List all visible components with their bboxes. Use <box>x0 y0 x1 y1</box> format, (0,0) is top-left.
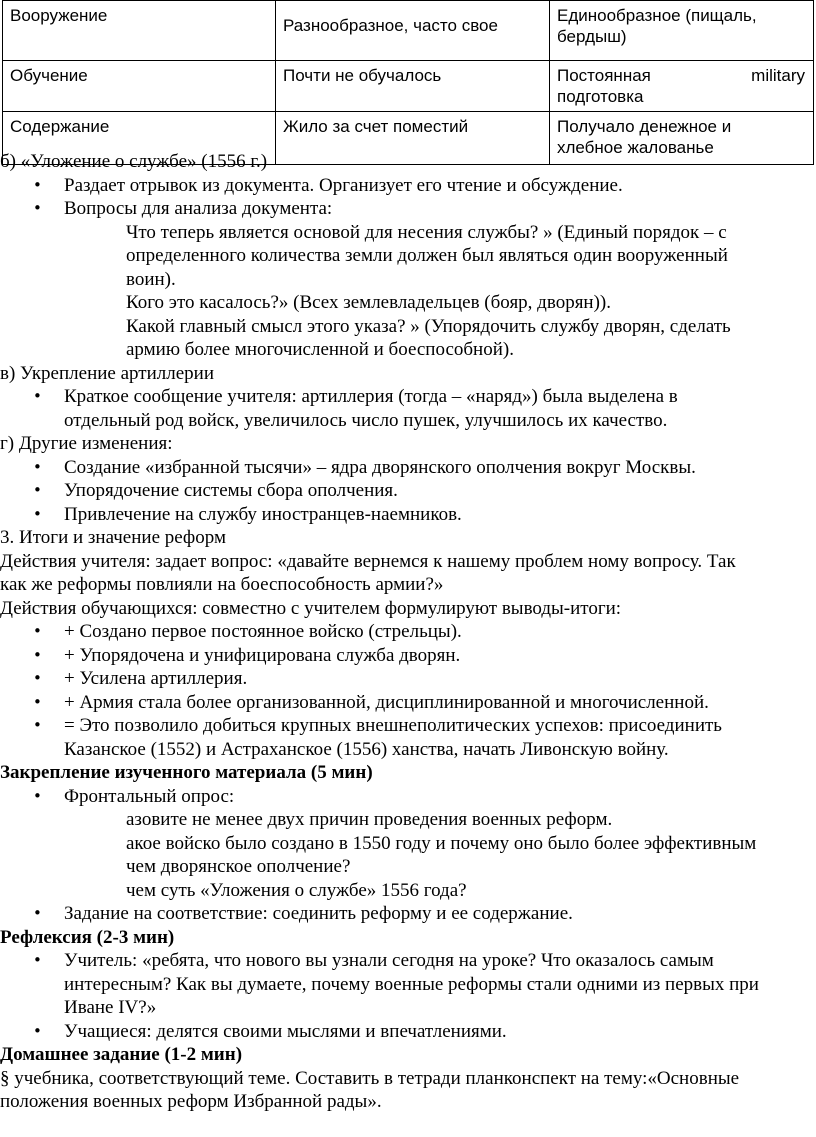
list-item-continuation: Иване IV?» <box>64 997 157 1018</box>
table-cell: Получало денежное и хлебное жалованье <box>550 112 814 165</box>
table-cell: Обучение <box>3 61 276 112</box>
paragraph-line: как же реформы повлияли на боеспособность армии?» <box>0 574 444 595</box>
table-cell: Содержание <box>3 112 276 165</box>
section-heading: б) «Уложение о службе» (1556 г.) <box>0 151 268 172</box>
list-item: • Учитель: «ребята, что нового вы узнали сегодня на уроке? Что оказалось самым <box>0 949 816 973</box>
question-line: воин). <box>126 268 176 290</box>
list-item-continuation: отдельный род войск, увеличилось число пушек, улучшилось их качество. <box>64 409 668 431</box>
list-item: • Краткое сообщение учителя: артиллерия (тогда – «наряд») была выделена в <box>0 385 816 409</box>
list-item: • + Создано первое постоянное войско (стрельцы). <box>0 620 816 644</box>
paragraph-line: § учебника, соответствующий теме. Составить в тетради планконспект на тему:«Основные <box>0 1067 740 1089</box>
document-body <box>0 150 816 1114</box>
question-line: акое войско было создано в 1550 году и почему оно было более эффективным <box>126 832 757 854</box>
table-cell: Разнообразное, часто свое <box>276 1 550 61</box>
list-item: • Упорядочение системы сбора ополчения. <box>0 479 816 503</box>
table-row <box>3 61 814 112</box>
question-line: армию более многочисленной и боеспособной). <box>126 339 514 360</box>
table-cell: Жило за счет поместий <box>276 112 550 165</box>
section-heading: в) Укрепление артиллерии <box>0 362 214 384</box>
table-cell: Вооружение <box>3 1 276 61</box>
question-line: азовите не менее двух причин проведения военных реформ. <box>126 809 613 830</box>
list-item: • + Армия стала более организованной, дисциплинированной и многочисленной. <box>0 691 816 715</box>
section-heading-bold: Рефлексия (2-3 мин) <box>0 926 175 948</box>
paragraph-line: Действия учителя: задает вопрос: «давайте вернемся к нашему проблем ному вопросу. Так <box>0 550 736 572</box>
list-item-continuation: Казанское (1552) и Астраханское (1556) ханства, начать Ливонскую войну. <box>64 738 669 760</box>
list-item: • Вопросы для анализа документа: <box>0 197 816 221</box>
paragraph-line: Действия обучающихся: совместно с учителем формулируют выводы-итоги: <box>0 597 622 619</box>
list-item: • Создание «избранной тысячи» – ядра дворянского ополчения вокруг Москвы. <box>0 456 816 480</box>
section-heading: г) Другие изменения: <box>0 433 173 454</box>
question-line: чем суть «Уложения о службе» 1556 года? <box>126 879 467 901</box>
question-line: Кого это касалось?» (Всех землевладельцев (бояр, дворян)). <box>126 292 612 313</box>
table-cell: Почти не обучалось <box>276 61 550 112</box>
question-line: Что теперь является основой для несения службы? » (Единый порядок – с <box>126 221 727 243</box>
list-item: • + Упорядочена и унифицирована служба дворян. <box>0 644 816 668</box>
list-item: • Фронтальный опрос: <box>0 785 816 809</box>
list-item: • + Усилена артиллерия. <box>0 667 816 691</box>
section-heading-bold: Домашнее задание (1-2 мин) <box>0 1044 243 1065</box>
paragraph-line: положения военных реформ Избранной рады». <box>0 1091 382 1112</box>
list-item: • = Это позволило добиться крупных внешнеполитических успехов: присоединить <box>0 714 816 738</box>
question-line: Какой главный смысл этого указа? » (Упорядочить службу дворян, сделать <box>126 315 731 337</box>
comparison-table <box>2 0 814 165</box>
table-cell: Постоянная military подготовка <box>550 61 814 112</box>
section-heading: 3. Итоги и значение реформ <box>0 527 226 548</box>
section-heading-bold: Закрепление изученного материала (5 мин) <box>0 762 373 783</box>
list-item: • Привлечение на службу иностранцев-наемников. <box>0 503 816 527</box>
table-cell: Единообразное (пищаль, бердыш) <box>550 1 814 61</box>
table-row <box>3 1 814 61</box>
list-item: • Раздает отрывок из документа. Организует его чтение и обсуждение. <box>0 174 816 198</box>
list-item: • Задание на соответствие: соединить реформу и ее содержание. <box>0 902 816 926</box>
question-line: чем дворянское ополчение? <box>126 856 351 877</box>
list-item: • Учащиеся: делятся своими мыслями и впечатлениями. <box>0 1020 816 1044</box>
list-item-continuation: интересным? Как вы думаете, почему военные реформы стали одними из первых при <box>64 973 759 995</box>
question-line: определенного количества земли должен был являться один вооруженный <box>126 245 728 266</box>
